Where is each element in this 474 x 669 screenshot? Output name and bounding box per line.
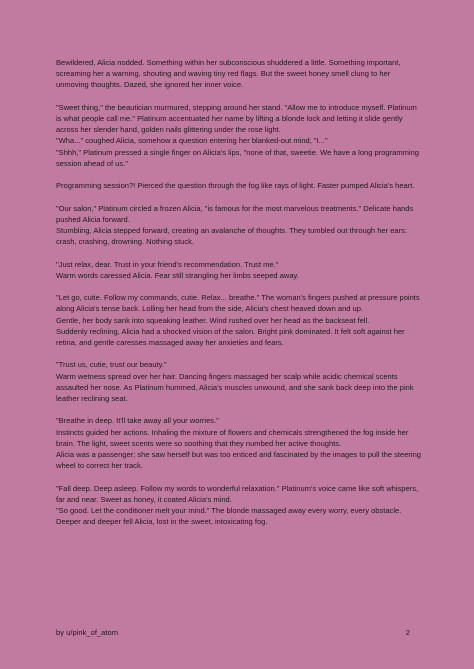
paragraph [56, 292, 421, 348]
paragraph-line: "Shhh," Platinum pressed a single finger on Alicia's lips, "none of that, sweetie. We have a long programming session ahead of us." [56, 147, 419, 168]
paragraph [56, 180, 421, 191]
paragraph [56, 102, 421, 169]
paragraph-line: "Wha..." coughed Alicia, somehow a question entering her blanked-out mind, "I..." [56, 136, 328, 146]
paragraph [56, 359, 421, 404]
paragraph-line: Suddenly reclining, Alicia had a shocked vision of the salon. Bright pink dominated. It felt soft against her retina, and gentle caresses massaged away her anxieties and fears. [56, 326, 405, 347]
paragraph-line: "Breathe in deep. It'll take away all your worries." [56, 416, 219, 426]
document-body [56, 57, 421, 539]
paragraph [56, 203, 421, 248]
paragraph-line: Warm words caressed Alicia. Fear still strangling her limbs seeped away. [56, 270, 299, 280]
paragraph [56, 483, 421, 528]
paragraph-line: "Trust us, cutie, trust our beauty." [56, 360, 167, 370]
paragraph-line: "Our salon," Platinum circled a frozen Alicia, "is famous for the most marvelous treatments." Delicate hands pushed Alicia forward. [56, 203, 414, 224]
paragraph-line: Gentle, her body sank into squeaking leather. Wind rushed over her head as the backseat fell. [56, 315, 370, 325]
author-byline: by u/pink_of_atom [56, 628, 119, 637]
paragraph-line: "Just relax, dear. Trust in your friend's recommendation. Trust me." [56, 259, 279, 269]
paragraph-line: Warm wetness spread over her hair. Dancing fingers massaged her scalp while acidic chemical scents assaulted her nose. As Platinum hummed, Alicia's muscles unwound, and she sank back deep into the pink leather reclining seat. [56, 371, 414, 403]
paragraph-line: Stumbling, Alicia stepped forward, creating an avalanche of thoughts. They tumbled out through her ears: crash, crashing, drowning. Nothing stuck. [56, 226, 408, 247]
paragraph-line: "Let go, cutie. Follow my commands, cutie. Relax... breathe." The woman's fingers pushed at pressure points along Alicia's tense back. Lolling her head from the side, Alicia's chest heaved down and up. [56, 293, 420, 314]
paragraph [56, 57, 421, 91]
paragraph-line: Instincts guided her actions. Inhaling the mixture of flowers and chemicals strengthened the fog inside her brain. The light, sweet scents were so soothing that they numbed her active thoughts. [56, 427, 409, 448]
paragraph [56, 415, 421, 471]
paragraph-line: Programming session?! Pierced the question through the fog like rays of light. Faster pumped Alicia's heart. [56, 181, 415, 191]
paragraph-line: "So good. Let the conditioner melt your mind." The blonde massaged away every worry, every obstacle. Deeper and deeper fell Alicia, lost in the sweet, intoxicating fog. [56, 506, 402, 527]
paragraph-line: Bewildered, Alicia nodded. Something within her subconscious shuddered a little. Something important, screaming her a warning, shouting and waving tiny red flags. But the sweet honey smell clung to her unmoving thoughts. Dazed, she ignored her inner voice. [56, 58, 401, 90]
paragraph-line: "Fall deep. Deep asleep. Follow my words to wonderful relaxation." Platinum's voice came like soft whispers, far and near. Sweet as honey, it coated Alicia's mind. [56, 483, 419, 504]
paragraph-line: "Sweet thing," the beautician murmured, stepping around her stand. "Allow me to introduce myself. Platinum is what people call me." Platinum accentuated her name by lifting a blonde lock and letting it slide gently across her slender hand, golden nails glittering under the rose light. [56, 102, 417, 135]
page-number: 2 [405, 628, 410, 637]
paragraph-line: Alicia was a passenger; she saw herself but was too enticed and fascinated by the images to pull the steering wheel to correct her track. [56, 450, 421, 471]
paragraph [56, 259, 421, 281]
